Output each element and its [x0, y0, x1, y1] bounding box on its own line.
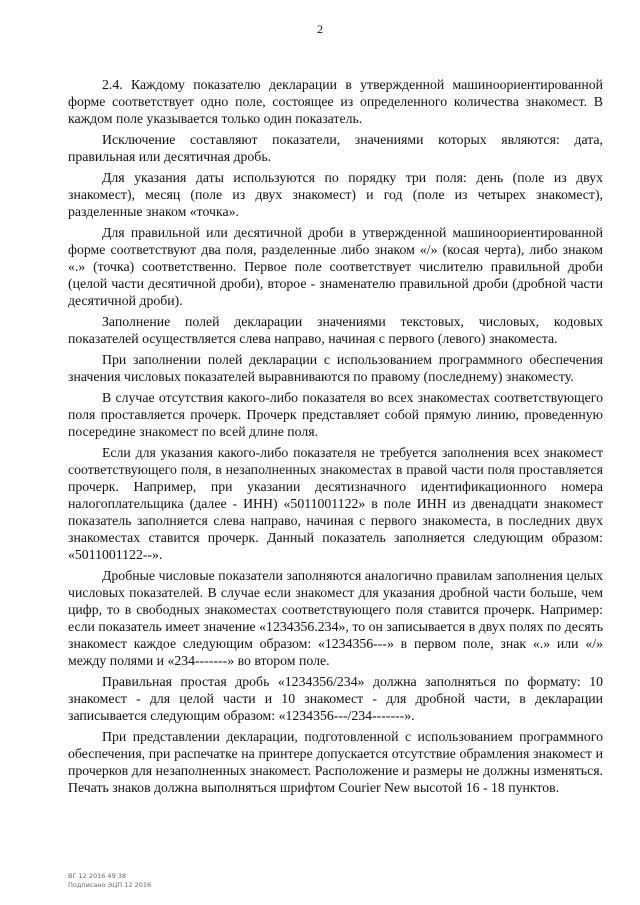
paragraph-left-to-right: Заполнение полей декларации значениями текстовых, числовых, кодовых показателей осуществляется слева направо, начиная с первого (левого) знакоместа.	[68, 314, 603, 346]
paragraph-inn-example: Если для указания какого-либо показателя не требуется заполнения всех знакомест соответствующего поля, в незаполненных знакоместах в правой части поля проставляется прочерк. Например, при указании десятизначного идентификационного номера налогоплательщика (далее - ИНН) «5011001122» в поле ИНН из двенадцати знакомест показатель заполняется слева направо, начиная с первого знакоместа, в последних двух знакоместах ставится прочерк. Данный показатель заполняется следующим образом: «5011001122--».	[68, 445, 603, 562]
paragraph-right-alignment: При заполнении полей декларации с использованием программного обеспечения значения числовых показателей выравниваются по правому (последнему) знакоместу.	[68, 352, 603, 384]
paragraph-2-4-fields: 2.4. Каждому показателю декларации в утвержденной машиноориентированной форме соответствует одно поле, состоящее из определенного количества знакомест. В каждом поле указывается только один показатель.	[68, 77, 603, 126]
footer-stamp	[68, 872, 151, 890]
footer-line-1: ВГ 12 2016 49 38	[68, 872, 127, 880]
paragraph-simple-fraction: Правильная простая дробь «1234356/234» должна заполняться по формату: 10 знакомест - для целой части и 10 знакомест - для дробной части, в декларации записывается следующим образом: «1234356---/234-------».	[68, 674, 603, 723]
footer-line-2: Подписано ЭЦП 12 2016	[68, 881, 152, 889]
document-body	[68, 76, 603, 800]
paragraph-dash-missing: В случае отсутствия какого-либо показателя во всех знакоместах соответствующего поля проставляется прочерк. Прочерк представляет собой прямую линию, проведенную посередине знакомест по всей длине поля.	[68, 390, 603, 439]
paragraph-exceptions: Исключение составляют показатели, значениями которых являются: дата, правильная или десятичная дробь.	[68, 132, 603, 164]
paragraph-fraction-fields: Для правильной или десятичной дроби в утвержденной машиноориентированной форме соответствуют два поля, разделенные либо знаком «/» (косая черта), либо знаком «.» (точка) соответственно. Первое поле соответствует числителю правильной дроби (целой части десятичной дроби), второе - знаменателю правильной дроби (дробной части десятичной дроби).	[68, 225, 603, 308]
paragraph-printing-rules: При представлении декларации, подготовленной с использованием программного обеспечения, при распечатке на принтере допускается отсутствие обрамления знакомест и прочерков для незаполненных знакомест. Расположение и размеры не должны изменяться. Печать знаков должна выполняться шрифтом Courier New высотой 16 - 18 пунктов.	[68, 729, 603, 795]
page-number: 2	[317, 22, 323, 36]
paragraph-date-fields: Для указания даты используются по порядку три поля: день (поле из двух знакомест), месяц (поле из двух знакомест) и год (поле из четырех знакомест), разделенные знаком «точка».	[68, 170, 603, 219]
paragraph-decimal-example: Дробные числовые показатели заполняются аналогично правилам заполнения целых числовых показателей. В случае если знакомест для указания дробной части больше, чем цифр, то в свободных знакоместах соответствующего поля ставится прочерк. Например: если показатель имеет значение «1234356.234», то он записывается в двух полях по десять знакомест каждое следующим образом: «1234356---» в первом поле, знак «.» или «/» между полями и «234-------» во втором поле.	[68, 568, 603, 668]
